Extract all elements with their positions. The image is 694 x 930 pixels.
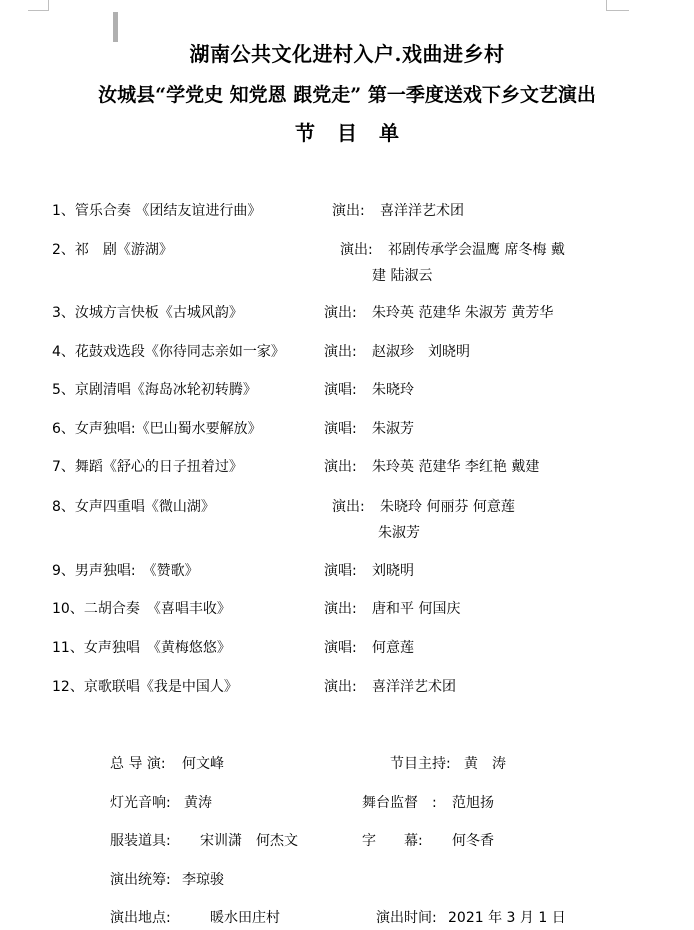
program-performer: 朱玲英 范建华 朱淑芳 黄芳华 [372, 305, 554, 321]
director-label: 总 导 演: [110, 756, 166, 772]
program-role: 演出: [332, 203, 365, 219]
program-title: 5、京剧清唱《海岛冰轮初转腾》 [52, 382, 257, 398]
program-title: 3、汝城方言快板《古城风韵》 [52, 305, 243, 321]
program-performer: 朱淑芳 [372, 421, 414, 437]
program-title: 11、女声独唱 《黄梅悠悠》 [52, 640, 231, 656]
lighting-label: 灯光音响: [110, 795, 171, 811]
program-role: 演唱: [324, 563, 357, 579]
program-performer: 祁剧传承学会温鹰 席冬梅 戴 [388, 242, 565, 258]
lighting-value: 黄涛 [184, 795, 212, 811]
program-performer: 何意莲 [372, 640, 414, 656]
header-line-2: 汝城县“学党史 知党恩 跟党走” 第一季度送戏下乡文艺演出 [98, 84, 596, 106]
subtitle-value: 何冬香 [452, 833, 494, 849]
program-performer: 喜洋洋艺术团 [372, 679, 456, 695]
program-role: 演出: [324, 459, 357, 475]
program-title: 9、男声独唱: 《赞歌》 [52, 563, 199, 579]
staff-row-director [0, 754, 694, 776]
program-title: 10、二胡合奏 《喜唱丰收》 [52, 601, 231, 617]
program-role: 演出: [324, 344, 357, 360]
venue-value: 暖水田庄村 [210, 910, 280, 926]
program-item [0, 240, 694, 288]
staff-row-lighting [0, 793, 694, 815]
program-item [0, 457, 694, 483]
subtitle-label: 字 幕: [362, 833, 423, 849]
program-performer: 朱晓玲 [372, 382, 414, 398]
program-item [0, 677, 694, 703]
costume-value: 宋训潇 何杰文 [200, 833, 298, 849]
director-value: 何文峰 [182, 756, 224, 772]
program-item [0, 380, 694, 406]
host-label: 节目主持: [390, 756, 451, 772]
program-performer: 唐和平 何国庆 [372, 601, 461, 617]
program-title: 8、女声四重唱《微山湖》 [52, 499, 215, 515]
program-performer-cont: 建 陆淑云 [372, 268, 433, 284]
host-value: 黄 涛 [464, 756, 506, 772]
program-item [0, 497, 694, 545]
staff-row-costume [0, 831, 694, 853]
program-title: 6、女声独唱:《巴山蜀水要解放》 [52, 421, 262, 437]
header-line-1: 湖南公共文化进村入户.戏曲进乡村 [189, 42, 505, 66]
program-role: 演唱: [324, 640, 357, 656]
program-title: 12、京歌联唱《我是中国人》 [52, 679, 238, 695]
program-title: 7、舞蹈《舒心的日子扭着过》 [52, 459, 243, 475]
page-title: 节目单 [295, 121, 421, 145]
time-label: 演出时间: [376, 910, 437, 926]
staff-row-venue [0, 908, 694, 930]
program-performer: 刘晓明 [372, 563, 414, 579]
program-role: 演出: [324, 305, 357, 321]
program-item [0, 599, 694, 625]
program-item [0, 638, 694, 664]
program-performer-cont: 朱淑芳 [378, 525, 420, 541]
program-role: 演唱: [324, 382, 357, 398]
program-role: 演出: [340, 242, 373, 258]
stage-label: 舞台监督 : [362, 795, 437, 811]
program-performer: 赵淑珍 刘晓明 [372, 344, 470, 360]
program-role: 演出: [324, 601, 357, 617]
program-performer: 朱玲英 范建华 李红艳 戴建 [372, 459, 540, 475]
program-performer: 喜洋洋艺术团 [380, 203, 464, 219]
staff-row-coordinator [0, 870, 694, 892]
program-performer: 朱晓玲 何丽芬 何意莲 [380, 499, 515, 515]
program-item [0, 303, 694, 329]
program-item [0, 561, 694, 587]
program-title: 1、管乐合奏 《团结友谊进行曲》 [52, 203, 262, 219]
stage-value: 范旭扬 [452, 795, 494, 811]
program-item [0, 342, 694, 368]
costume-label: 服装道具: [110, 833, 171, 849]
coordinator-label: 演出统筹: [110, 872, 171, 888]
program-item [0, 201, 694, 227]
program-role: 演出: [332, 499, 365, 515]
program-role: 演唱: [324, 421, 357, 437]
time-value: 2021 年 3 月 1 日 [448, 910, 566, 926]
program-role: 演出: [324, 679, 357, 695]
program-item [0, 419, 694, 445]
program-title: 4、花鼓戏选段《你待同志亲如一家》 [52, 344, 285, 360]
program-title: 2、祁 剧《游湖》 [52, 242, 173, 258]
venue-label: 演出地点: [110, 910, 171, 926]
coordinator-value: 李琼骏 [182, 872, 224, 888]
